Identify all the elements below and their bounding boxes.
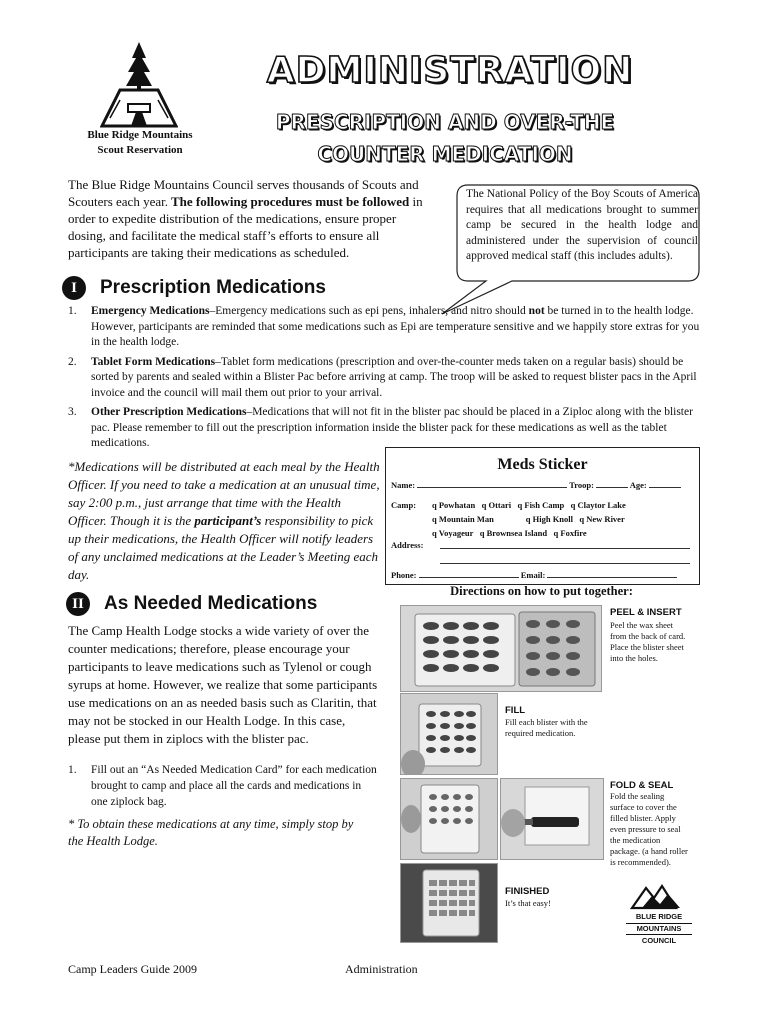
step-finished-title: FINISHED: [505, 886, 550, 897]
fill-photo: [400, 693, 498, 775]
council-logo-line1: BLUE RIDGE: [635, 912, 683, 921]
name-label: Name:: [391, 480, 416, 490]
council-logo-line2: MOUNTAINS: [626, 923, 692, 935]
item-text-cont: be turned in to the health lodge. However, participants are reminded that some medications such as Epi are temperature sensitive and we happily store extras for you in the health lodge.: [91, 305, 700, 348]
address-label: Address:: [391, 540, 424, 550]
camp-options-row2: [432, 514, 698, 524]
step-seal-title: FOLD & SEAL: [610, 780, 674, 791]
email-field: [547, 569, 677, 578]
checkbox-icon[interactable]: q: [553, 528, 559, 538]
note1-text-a: *Medications will be distributed at each meal by the Health Officer. If you need to take a medication at an unusual time, say 2:00 p.m., just arrange that time with the Health Officer. Though it is the: [68, 459, 380, 528]
checkbox-icon[interactable]: q: [517, 500, 523, 510]
sticker-name-row: [391, 479, 696, 490]
item-bold-not: not: [528, 305, 545, 317]
item-text: –Emergency medications such as epi pens, inhalers, and nitro should: [209, 305, 529, 317]
council-logo-line3: COUNCIL: [641, 936, 677, 945]
camp-label: Camp:: [391, 500, 417, 510]
camp-option: Claytor Lake: [577, 500, 626, 510]
address-field-line1: [440, 540, 690, 549]
meds-sticker-title: Meds Sticker: [497, 456, 588, 473]
item-bold: Tablet Form Medications: [91, 355, 216, 368]
intro-bold: The following procedures must be followed: [167, 194, 410, 209]
intro-text-before: The Blue Ridge Mountains Council serves thousands of Scouts and Scouters each year.: [68, 177, 419, 209]
intro-text-after: in order to expedite distribution of the medications, ensure proper dosing, and facilitate the medical staff’s efforts to ensure all participants are taking their medications as scheduled.: [68, 194, 423, 260]
item-text: –Medications that will not fit in the blister pac should be placed in a Ziploc along with the blister pac. Please remember to fill out the prescription information inside the blister pack for these medications as well as the tablet medications.: [91, 406, 693, 449]
list-item: [68, 304, 700, 351]
section1-number: I: [62, 276, 86, 300]
camp-options-row1: [432, 500, 698, 510]
step-fill-title: FILL: [505, 705, 526, 716]
note1-bold: participant’s: [194, 513, 262, 528]
item-text: Fill out an “As Needed Medication Card” for each medication brought to camp and place all the cards and medications in one ziplock bag.: [91, 764, 377, 808]
checkbox-icon[interactable]: q: [570, 500, 576, 510]
list-item: [68, 405, 700, 452]
camp-option: New River: [586, 514, 625, 524]
finished-photo: [400, 863, 498, 943]
item-number: 3.: [68, 406, 77, 418]
name-field: [417, 479, 567, 488]
item-number: 1.: [68, 764, 77, 776]
council-logo-text: [618, 912, 700, 946]
sticker-phone-row: [391, 569, 696, 580]
fold-photo: [400, 778, 498, 860]
prescription-list: [68, 304, 700, 456]
step-seal-text: Fold the sealing surface to cover the filled blister. Apply even pressure to seal the medication package. (a hand roller is recommended).: [610, 791, 688, 867]
page-subtitle: [250, 106, 640, 170]
camp-option: Mountain Man: [438, 514, 494, 524]
org-name-line1: Blue Ridge Mountains: [87, 129, 193, 141]
footer-guide-title: Camp Leaders Guide 2009: [68, 962, 197, 976]
step-finished-text: It’s that easy!: [505, 898, 551, 908]
council-logo-mark: [628, 882, 690, 910]
email-label: Email:: [520, 570, 546, 580]
checkbox-icon[interactable]: q: [479, 528, 485, 538]
checkbox-icon[interactable]: q: [481, 500, 487, 510]
page-title: ADMINISTRATION: [266, 50, 634, 91]
camp-option: Ottari: [488, 500, 512, 510]
subtitle-line2: COUNTER MEDICATION: [317, 142, 573, 166]
subtitle-line1: PRESCRIPTION AND OVER-THE: [275, 110, 615, 134]
age-field: [649, 479, 681, 488]
step-fill-text: Fill each blister with the required medication.: [505, 717, 588, 738]
as-needed-list-item: [68, 762, 380, 810]
troop-field: [596, 479, 628, 488]
policy-callout-text: The National Policy of the Boy Scouts of America requires that all medications brought to summer camp be secured in the health lodge and administered under the supervision of council approved medical staff (this includes adults).: [466, 188, 698, 262]
camp-options-row3: [432, 528, 698, 538]
step-peel-title: PEEL & INSERT: [610, 607, 682, 618]
item-number: 2.: [68, 355, 77, 368]
item-bold: Emergency Medications: [91, 305, 210, 317]
list-item: [68, 355, 700, 402]
checkbox-icon[interactable]: q: [525, 514, 531, 524]
checkbox-icon[interactable]: q: [432, 528, 437, 538]
address-field-line2: [440, 555, 690, 564]
as-needed-paragraph: The Camp Health Lodge stocks a wide variety of over the counter medications; therefore, please encourage your participants to leave medications such as Tylenol or cough syrups at home. However, we realize that some participants use medications on an as needed basis such as Claritin, that may not be stocked in our Health Lodge. In this case, please put them in ziplocs with the blister pac.: [68, 623, 378, 746]
distribution-note: [68, 458, 380, 584]
camp-option: High Knoll: [532, 514, 574, 524]
section2-number: II: [66, 592, 90, 616]
troop-label: Troop:: [569, 480, 594, 490]
note1-text-b: responsibility to pick up their medications, the Health Officer will notify leaders of any unclaimed medications at the Leader’s Meeting each day.: [68, 513, 379, 582]
checkbox-icon[interactable]: q: [432, 514, 437, 524]
step-peel-text: Peel the wax sheet from the back of card. Place the blister sheet into the holes.: [610, 620, 686, 663]
checkbox-icon[interactable]: q: [432, 500, 437, 510]
checkbox-icon[interactable]: q: [579, 514, 585, 524]
reservation-logo: [100, 40, 178, 128]
intro-paragraph: [68, 176, 430, 261]
section1-title: Prescription Medications: [100, 277, 326, 299]
camp-option: Fish Camp: [524, 500, 565, 510]
phone-field: [419, 569, 519, 578]
footer-section-name: Administration: [345, 962, 418, 976]
camp-option: Brownsea Island: [486, 528, 548, 538]
item-number: 1.: [68, 305, 77, 317]
phone-label: Phone:: [391, 570, 417, 580]
camp-option: Powhatan: [438, 500, 476, 510]
item-text: –Tablet form medications (prescription and over-the-counter meds taken on a regular basis) should be sorted by parents and sealed within a Blister Pac before arriving at camp. The troop will be asked to request blister pacs in the April invoice and the council will mail them out prior to your arrival.: [91, 355, 697, 399]
camp-option: Voyageur: [438, 528, 474, 538]
health-lodge-note: * To obtain these medications at any time, simply stop by the Health Lodge.: [68, 817, 354, 848]
seal-photo: [500, 778, 604, 860]
camp-option: Foxfire: [560, 528, 587, 538]
peel-insert-photo: [400, 605, 602, 692]
section2-heading: [66, 592, 317, 616]
directions-title: Directions on how to put together:: [450, 584, 633, 598]
org-name: [60, 128, 220, 158]
age-label: Age:: [629, 480, 647, 490]
section2-title: As Needed Medications: [104, 593, 318, 615]
org-name-line2: Scout Reservation: [97, 144, 183, 156]
item-bold: Other Prescription Medications: [91, 406, 247, 418]
section1-heading: [62, 276, 326, 300]
